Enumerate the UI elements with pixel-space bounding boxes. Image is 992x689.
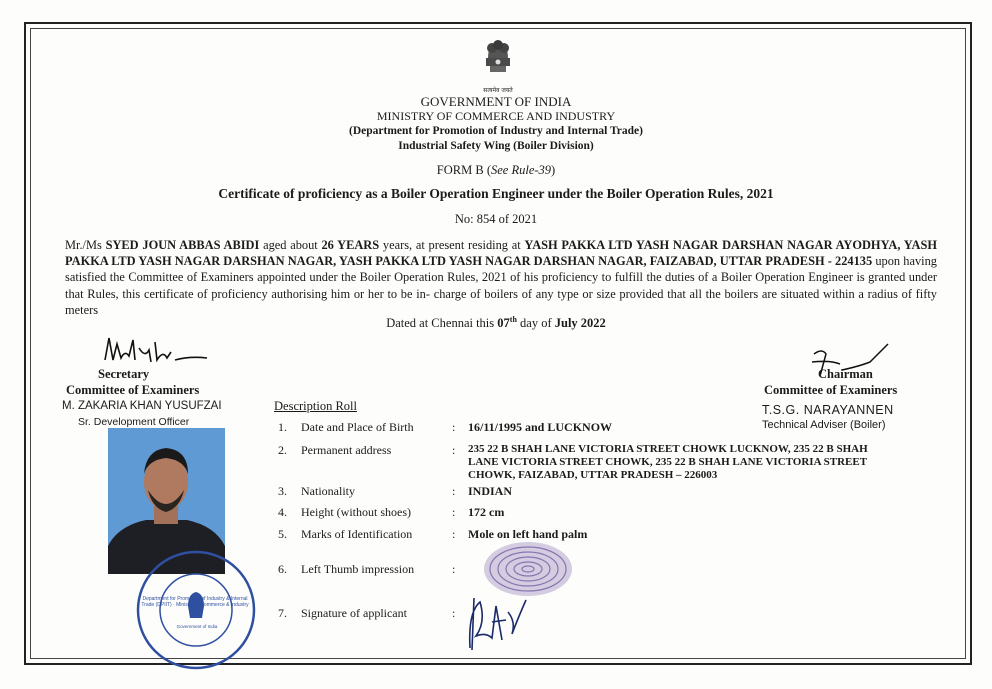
chairman-name: T.S.G. NARAYANNEN bbox=[762, 403, 894, 417]
holder-name: SYED JOUN ABBAS ABIDI bbox=[105, 238, 260, 252]
roll-num: 2. bbox=[278, 443, 287, 457]
roll-value: INDIAN bbox=[468, 484, 513, 498]
roll-label: Permanent address bbox=[301, 443, 392, 457]
roll-label: Date and Place of Birth bbox=[301, 420, 414, 434]
seal-ring-text: Department for Promotion of Industry & Internal Trade (DPIIT) · Ministry of Commerce & Industry bbox=[141, 596, 249, 608]
roll-value: Mole on left hand palm bbox=[468, 527, 588, 541]
body-text-2: aged about bbox=[259, 238, 322, 252]
roll-num: 6. bbox=[278, 562, 287, 576]
roll-label: Nationality bbox=[301, 484, 355, 498]
chairman-designation: Technical Adviser (Boiler) bbox=[762, 419, 886, 431]
emblem-motto: सत्यमेव जयते bbox=[483, 87, 513, 94]
roll-num: 1. bbox=[278, 420, 287, 434]
roll-colon: : bbox=[452, 562, 456, 576]
roll-colon: : bbox=[452, 505, 456, 519]
roll-num: 7. bbox=[278, 606, 287, 620]
roll-colon: : bbox=[452, 527, 456, 541]
certificate-body bbox=[65, 237, 937, 318]
govt-title: GOVERNMENT OF INDIA bbox=[420, 94, 572, 109]
dated-prefix: Dated at Chennai this bbox=[386, 316, 498, 331]
certificate-number: No: 854 of 2021 bbox=[454, 212, 538, 226]
department-title: (Department for Promotion of Industry and Internal Trade) bbox=[349, 125, 643, 137]
dated-line bbox=[0, 315, 992, 331]
form-rule: See Rule-39 bbox=[490, 163, 552, 177]
secretary-designation: Sr. Development Officer bbox=[78, 416, 190, 428]
chairman-committee: Committee of Examiners bbox=[764, 383, 898, 397]
dated-month-year: July 2022 bbox=[554, 316, 606, 331]
body-text-3: years, at present residing at bbox=[379, 238, 525, 252]
secretary-committee: Committee of Examiners bbox=[66, 383, 200, 397]
ministry-title: MINISTRY OF COMMERCE AND INDUSTRY bbox=[376, 109, 616, 123]
roll-label: Height (without shoes) bbox=[301, 505, 411, 519]
roll-num: 4. bbox=[278, 505, 287, 519]
dated-suffix: th bbox=[509, 315, 517, 324]
body-text-1: Mr./Ms bbox=[65, 238, 106, 252]
official-seal bbox=[134, 548, 258, 672]
description-roll-title: Description Roll bbox=[274, 399, 357, 413]
roll-label: Signature of applicant bbox=[301, 606, 407, 620]
secretary-role: Secretary bbox=[98, 367, 150, 381]
body-text-4: upon having satisfied the Committee of Examiners appointed under the Boiler Operation Rules, 2021 of his proficiency to fulfill the duties of a Boiler Operation Engineer is granted under that Rules, this certificate of proficiency authorising him or her to be in- charge of boilers of any type or size provided that all the boilers are situated within a radius of fifty meters bbox=[65, 254, 937, 317]
dated-day: 07 bbox=[497, 316, 510, 331]
roll-value: 235 22 B SHAH LANE VICTORIA STREET CHOWK LUCKNOW, 235 22 B SHAH LANE VICTORIA STREET CHOWK, 235 22 B SHAH LANE VICTORIA STREET CHOWK, FAIZABAD, UTTAR PRADESH – 226003 bbox=[468, 443, 868, 481]
roll-colon: : bbox=[452, 420, 456, 434]
roll-value: 16/11/1995 and LUCKNOW bbox=[468, 420, 613, 434]
holder-age: 26 YEARS bbox=[321, 238, 380, 252]
secretary-name: M. ZAKARIA KHAN YUSUFZAI bbox=[62, 400, 222, 412]
roll-colon: : bbox=[452, 484, 456, 498]
applicant-signature bbox=[462, 592, 532, 657]
roll-value: 172 cm bbox=[468, 505, 505, 519]
form-label bbox=[0, 163, 992, 178]
form-prefix: FORM B ( bbox=[436, 163, 491, 177]
residence-address: YASH PAKKA LTD YASH NAGAR DARSHAN NAGAR AYODHYA, YASH PAKKA LTD YASH NAGAR DARSHAN NAGAR, YASH PAKKA LTD YASH NAGAR DARSHAN NAGAR, FAIZABAD, UTTAR PRADESH - 224135 bbox=[65, 238, 937, 269]
roll-label: Marks of Identification bbox=[301, 527, 413, 541]
national-emblem bbox=[478, 36, 518, 92]
roll-num: 5. bbox=[278, 527, 287, 541]
chairman-role: Chairman bbox=[818, 367, 873, 381]
form-suffix: ) bbox=[551, 163, 556, 177]
wing-title: Industrial Safety Wing (Boiler Division) bbox=[398, 140, 594, 152]
roll-colon: : bbox=[452, 443, 456, 457]
dated-mid: day of bbox=[516, 316, 555, 331]
certificate-title: Certificate of proficiency as a Boiler Operation Engineer under the Boiler Operation Rules, 2021 bbox=[218, 186, 774, 201]
roll-colon: : bbox=[452, 606, 456, 620]
seal-center-text: Government of India bbox=[176, 624, 218, 629]
roll-label: Left Thumb impression bbox=[301, 562, 415, 576]
roll-num: 3. bbox=[278, 484, 287, 498]
